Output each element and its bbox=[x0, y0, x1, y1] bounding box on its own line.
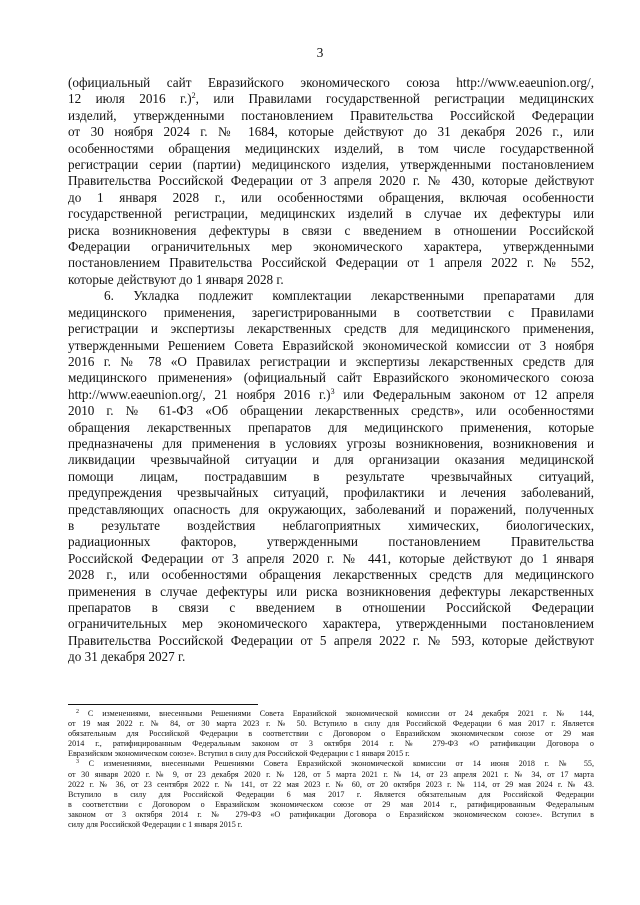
text-line: предупреждения чрезвычайных ситуаций, профилактики и лечения заболеваний, bbox=[68, 485, 594, 501]
text-line: государственной регистрации, медицинских изделий в случае их дефектуры или bbox=[68, 206, 594, 222]
text-segment: С изменениями, внесенными Решениями Совета Евразийской экономической комиссии от 14 июня 2018 г. № 55, bbox=[79, 759, 594, 769]
text-line: Федерации ограничительных мер экономического характера, утвержденными bbox=[68, 239, 594, 255]
text-line: утвержденными Решением Совета Евразийской экономической комиссии от 3 ноября bbox=[68, 337, 594, 353]
text-line: 2010 г. № 61-ФЗ «Об обращении лекарственных средств», или особенностями bbox=[68, 403, 594, 419]
text-line: представляющих опасность для окружающих, заболеваний и поражений, полученных bbox=[68, 501, 594, 517]
text-line: 2016 г. № 78 «О Правилах регистрации и экспертизы лекарственных средств для bbox=[68, 353, 594, 369]
paragraph-1 bbox=[68, 75, 594, 288]
text-line: изделий, утвержденными постановлением Правительства Российской Федерации bbox=[68, 107, 594, 123]
footnote-line: 2022 г. № 36, от 23 сентября 2022 г. № 141, от 22 мая 2023 г. № 60, от 20 октября 2023 г. № 114, от 29 мая 2024 г. № 43. bbox=[68, 779, 594, 789]
text-line: регистрации серии (партии) медицинского изделия, утвержденными постановлением bbox=[68, 157, 594, 173]
text-line: помощи лицам, пострадавшим в результате чрезвычайных ситуаций, bbox=[68, 468, 594, 484]
text-line: Российской Федерации от 3 апреля 2020 г. № 441, которые действуют до 1 января bbox=[68, 550, 594, 566]
footnote-line: от 30 января 2020 г. № 9, от 23 декабря 2020 г. № 128, от 5 марта 2021 г. № 14, от 23 апреля 2021 г. № 34, от 17 марта bbox=[68, 769, 594, 779]
text-line: особенностями обращения медицинских изделий, в том числе государственной bbox=[68, 140, 594, 156]
text-line bbox=[68, 387, 594, 403]
footnote-ref-3: 3 bbox=[330, 386, 335, 396]
footnote-separator bbox=[68, 704, 258, 705]
text-line: Правительства Российской Федерации от 5 апреля 2022 г. № 593, которые действуют bbox=[68, 632, 594, 648]
text-line: препаратов в связи с введением в отношении Российской Федерации bbox=[68, 600, 594, 615]
text-line: медицинского применения, зарегистрированными в соответствии с Правилами bbox=[68, 304, 594, 320]
footnote-line: Вступило в силу для Российской Федерации 6 мая 2017 г. Является обязательным для Российской Федерации bbox=[68, 789, 594, 799]
text-line: от 30 ноября 2024 г. № 1684, которые действуют до 31 декабря 2026 г., или bbox=[68, 124, 594, 140]
text-line: применения в случае дефектуры или риска возникновения дефектуры лекарственных bbox=[68, 583, 594, 599]
footnote-3 bbox=[68, 759, 594, 830]
text-line: в результате воздействия неблагоприятных химических, биологических, bbox=[68, 517, 594, 533]
text-line: до 1 января 2028 г., или особенностями обращения, включая особенности bbox=[68, 189, 594, 205]
text-line: радиационных факторов, утвержденными постановлением Правительства bbox=[68, 534, 594, 550]
text-line: Правительства Российской Федерации от 3 апреля 2020 г. № 430, которые действуют bbox=[68, 173, 594, 189]
text-line: 2028 г., или особенностями обращения лекарственных средств для медицинского bbox=[68, 567, 594, 583]
text-line: предназначены для применения в условиях угрозы возникновения, возникновения и bbox=[68, 435, 594, 451]
footnote-marker-3: 3 bbox=[76, 759, 79, 766]
paragraph-2 bbox=[68, 288, 594, 665]
footnote-ref-2: 2 bbox=[191, 91, 196, 101]
text-line: регистрации и экспертизы лекарственных средств для медицинского применения, bbox=[68, 321, 594, 337]
footnote-line: законом от 3 октября 2014 г. № 279-ФЗ «О ратификации Договора о Евразийском экономическом союзе». Вступил в bbox=[68, 809, 594, 819]
text-line: до 31 декабря 2027 г. bbox=[68, 649, 186, 665]
footnote-marker-2: 2 bbox=[76, 709, 79, 715]
footnote-line: силу для Российской Федерации с 1 января 2015 г. bbox=[68, 820, 243, 830]
text-segment: С изменениями, внесенными Решениями Совета Евразийской экономической комиссии от 24 декабря 2021 г. № 144, bbox=[79, 709, 594, 718]
text-segment: http://www.eaeunion.org/, 21 ноября 2016 г.) bbox=[68, 386, 331, 402]
text-line: обращения лекарственных препаратов для медицинского применения, которые bbox=[68, 419, 594, 435]
footnote-line: от 19 мая 2022 г. № 84, от 30 марта 2023 г. № 50. Вступило в силу для Российской Федерации 6 мая 2017 г. Является bbox=[68, 719, 594, 729]
footnote-line bbox=[68, 709, 594, 719]
text-line: ограничительных мер экономического характера, утвержденными постановлением bbox=[68, 616, 594, 632]
text-line: которые действуют до 1 января 2028 г. bbox=[68, 271, 284, 287]
text-line bbox=[68, 91, 594, 107]
footnote-2 bbox=[68, 709, 594, 759]
text-segment: , или Правилами государственной регистрации медицинских bbox=[195, 91, 594, 107]
text-segment: или Федеральным законом от 12 апреля bbox=[334, 386, 594, 402]
text-segment: 12 июля 2016 г.) bbox=[68, 91, 192, 107]
footnote-line: в соответствии с Договором о Евразийском экономическом союзе от 29 мая 2014 г., ратифицированным Федеральным bbox=[68, 799, 594, 809]
text-line: 6. Укладка подлежит комплектации лекарственными препаратами для bbox=[104, 288, 594, 304]
footnotes bbox=[68, 709, 594, 830]
footnote-line: Евразийском экономическом союзе». Вступил в силу для Российской Федерации с 1 января 2015 г. bbox=[68, 749, 410, 759]
footnote-line: 2014 г., ратифицированным Федеральным законом от 3 октября 2014 г. № 279-ФЗ «О ратификации Договора о bbox=[68, 739, 594, 749]
text-line: ликвидации чрезвычайной ситуации и для организации оказания медицинской bbox=[68, 452, 594, 468]
text-line: медицинского применения» (официальный сайт Евразийского экономического союза bbox=[68, 370, 594, 386]
text-line: постановлением Правительства Российской Федерации от 1 апреля 2022 г. № 552, bbox=[68, 255, 594, 271]
footnote-line bbox=[68, 759, 594, 769]
body-text bbox=[68, 75, 594, 666]
page-number: 3 bbox=[316, 45, 324, 60]
text-line: риска возникновения дефектуры в связи с введением в отношении Российской bbox=[68, 222, 594, 238]
footnote-line: обязательным для Российской Федерации в соответствии с Договором о Евразийском экономическом союзе от 29 мая bbox=[68, 729, 594, 739]
text-line: (официальный сайт Евразийского экономического союза http://www.eaeunion.org/, bbox=[68, 75, 594, 90]
